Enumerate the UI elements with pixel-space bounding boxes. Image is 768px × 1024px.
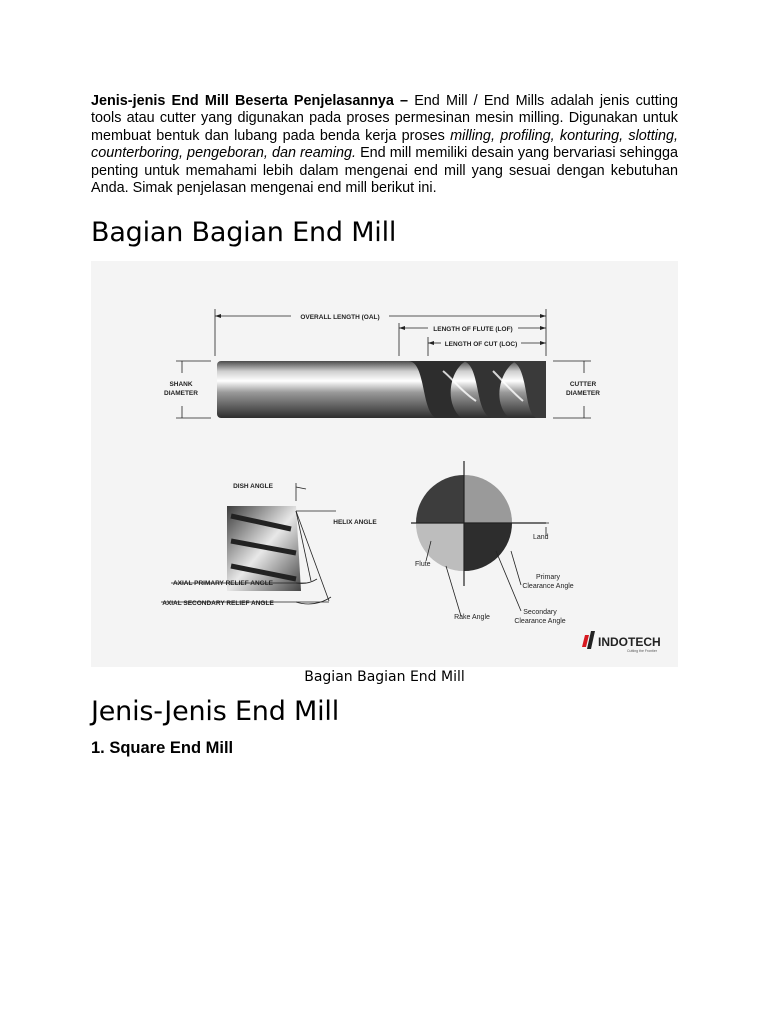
label-dish-angle: DISH ANGLE xyxy=(233,483,273,490)
label-overall-length: OVERALL LENGTH (OAL) xyxy=(300,314,380,321)
logo-tagline: Cutting the Frontier xyxy=(627,649,657,653)
intro-text-1: End Mill / End Mills adalah jenis cutting tools atau cutter yang digunakan pada proses permesinan mesin milling. Digunakan untuk membuat bentuk dan lubang pada benda kerja proses xyxy=(91,93,678,144)
end-mill-illustration xyxy=(217,361,546,418)
label-cutter-2: DIAMETER xyxy=(566,390,600,397)
label-cutter-1: CUTTER xyxy=(569,381,597,388)
indotech-logo xyxy=(582,631,661,653)
label-land: Land xyxy=(533,534,549,541)
intro-text-2: End mill memiliki desain yang bervariasi sehingga penting untuk memahami lebih dalam mengenai end mill yang sesuai dengan kebutuhan Anda. Simak penjelasan mengenai end mill berikut ini. xyxy=(91,145,678,197)
article xyxy=(91,93,678,757)
logo-text: INDOTECH xyxy=(598,635,661,649)
figure-caption: Bagian Bagian End Mill xyxy=(304,669,465,685)
label-helix-angle: HELIX ANGLE xyxy=(333,519,377,526)
label-primary-1: Primary xyxy=(535,574,561,581)
intro-title: Jenis-jenis End Mill Beserta Penjelasannya – xyxy=(91,93,409,109)
label-length-of-flute: LENGTH OF FLUTE (LOF) xyxy=(433,326,513,333)
end-mill-diagram xyxy=(91,261,678,667)
label-secondary-1: Secondary xyxy=(523,609,557,616)
intro-processes: milling, profiling, konturing, slotting, counterboring, pengeboran, dan reaming. xyxy=(91,127,678,162)
label-length-of-cut: LENGTH OF CUT (LOC) xyxy=(444,341,518,348)
label-rake-angle: Rake Angle xyxy=(454,614,490,621)
label-shank-1: SHANK xyxy=(169,381,193,388)
section-heading-bagian: Bagian Bagian End Mill xyxy=(91,217,397,248)
label-flute: Flute xyxy=(415,561,431,568)
label-axial-secondary: AXIAL SECONDARY RELIEF ANGLE xyxy=(162,600,274,607)
cross-section xyxy=(411,461,549,616)
label-secondary-2: Clearance Angle xyxy=(514,618,566,625)
section-heading-jenis: Jenis-Jenis End Mill xyxy=(91,696,340,727)
label-shank-2: DIAMETER xyxy=(164,390,198,397)
label-primary-2: Clearance Angle xyxy=(522,583,574,590)
subheading-square-end-mill: 1. Square End Mill xyxy=(91,739,234,757)
intro-paragraph xyxy=(91,93,678,197)
label-axial-primary: AXIAL PRIMARY RELIEF ANGLE xyxy=(172,580,274,587)
